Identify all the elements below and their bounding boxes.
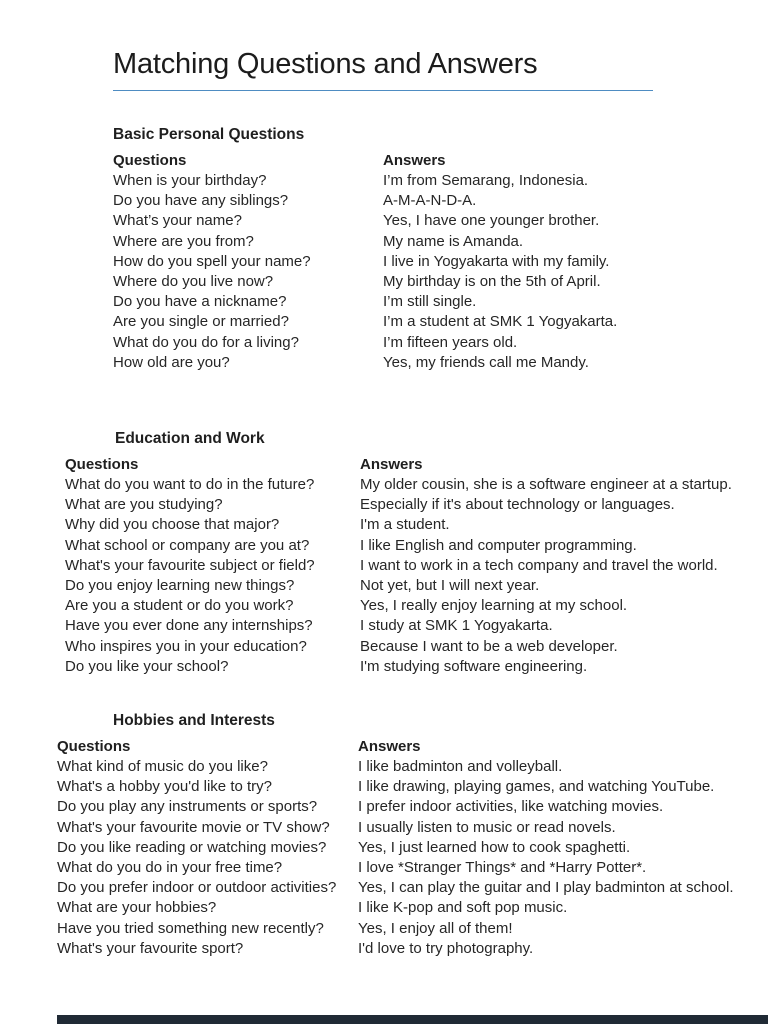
section-columns	[65, 455, 768, 677]
answer-item: Not yet, but I will next year.	[360, 577, 540, 595]
question-item: What's your favourite movie or TV show?	[57, 818, 330, 836]
answer-item: My older cousin, she is a software engineer at a startup.	[360, 476, 732, 494]
answer-item: I study at SMK 1 Yogyakarta.	[360, 617, 553, 635]
question-item: When is your birthday?	[113, 172, 267, 189]
answers-column	[358, 737, 768, 959]
question-item: What are you studying?	[65, 496, 223, 514]
answer-item: I’m from Semarang, Indonesia.	[383, 172, 589, 189]
section-columns	[113, 151, 768, 373]
question-item: What do you do for a living?	[113, 333, 299, 351]
question-item: What's a hobby you'd like to try?	[57, 778, 273, 796]
questions-column-header: Questions	[65, 456, 139, 474]
answer-item: I’m fifteen years old.	[383, 333, 518, 351]
answer-item: I prefer indoor activities, like watching movies.	[358, 798, 664, 816]
answers-column-header: Answers	[383, 152, 446, 169]
question-item: Where are you from?	[113, 232, 254, 250]
section-heading: Hobbies and Interests	[113, 712, 275, 730]
answer-item: I live in Yogyakarta with my family.	[383, 252, 610, 270]
page-title: Matching Questions and Answers	[113, 48, 538, 80]
questions-column-header: Questions	[113, 152, 187, 169]
qa-section-education-and-work	[0, 429, 768, 677]
question-item: What school or company are you at?	[65, 536, 310, 554]
answer-item: Yes, my friends call me Mandy.	[383, 353, 589, 371]
question-item: What’s your name?	[113, 212, 242, 230]
answer-item: Yes, I enjoy all of them!	[358, 919, 513, 937]
question-item: Why did you choose that major?	[65, 516, 280, 534]
answer-item: I want to work in a tech company and travel the world.	[360, 556, 718, 574]
answer-item: I'd love to try photography.	[358, 939, 534, 957]
answer-item: Yes, I just learned how to cook spaghetti.	[358, 838, 631, 856]
section-heading: Education and Work	[115, 430, 265, 448]
question-item: How old are you?	[113, 353, 230, 371]
answer-item: I like K-pop and soft pop music.	[358, 899, 568, 917]
answer-item: I like English and computer programming.	[360, 536, 637, 554]
answer-item: My birthday is on the 5th of April.	[383, 273, 601, 291]
answer-item: I’m still single.	[383, 293, 477, 311]
qa-section-basic-personal-questions	[0, 125, 768, 373]
question-item: Where do you live now?	[113, 273, 274, 291]
questions-column-header: Questions	[57, 738, 131, 756]
question-item: What kind of music do you like?	[57, 758, 268, 776]
answer-item: I love *Stranger Things* and *Harry Potter*.	[358, 859, 647, 877]
answer-item: I’m a student at SMK 1 Yogyakarta.	[383, 313, 618, 331]
question-item: Are you a student or do you work?	[65, 597, 294, 615]
question-item: Do you like your school?	[65, 657, 229, 675]
answer-item: Because I want to be a web developer.	[360, 637, 618, 655]
section-heading: Basic Personal Questions	[113, 126, 305, 143]
bottom-bar	[57, 1015, 768, 1024]
answer-item: I like badminton and volleyball.	[358, 758, 563, 776]
answer-item: I'm studying software engineering.	[360, 657, 588, 675]
answer-item: I usually listen to music or read novels.	[358, 818, 616, 836]
answers-column	[360, 455, 768, 677]
question-item: What are your hobbies?	[57, 899, 217, 917]
answers-column-header: Answers	[358, 738, 421, 756]
answer-item: I like drawing, playing games, and watching YouTube.	[358, 778, 715, 796]
question-item: Do you have a nickname?	[113, 293, 287, 311]
questions-column	[65, 455, 360, 677]
answer-item: Yes, I really enjoy learning at my school.	[360, 597, 628, 615]
title-block	[113, 0, 653, 91]
question-item: Do you play any instruments or sports?	[57, 798, 318, 816]
answer-item: A-M-A-N-D-A.	[383, 192, 477, 210]
questions-column	[113, 151, 383, 373]
answer-item: Especially if it's about technology or languages.	[360, 496, 675, 514]
question-item: Who inspires you in your education?	[65, 637, 307, 655]
question-item: What do you want to do in the future?	[65, 476, 315, 494]
questions-column	[57, 737, 358, 959]
question-item: Do you enjoy learning new things?	[65, 577, 295, 595]
answer-item: I'm a student.	[360, 516, 450, 534]
question-item: Do you like reading or watching movies?	[57, 838, 327, 856]
answer-item: Yes, I have one younger brother.	[383, 212, 600, 230]
sections-container	[0, 125, 768, 959]
question-item: How do you spell your name?	[113, 252, 311, 270]
question-item: Are you single or married?	[113, 313, 289, 331]
question-item: What's your favourite sport?	[57, 939, 244, 957]
question-item: Have you ever done any internships?	[65, 617, 313, 635]
question-item: Do you prefer indoor or outdoor activities?	[57, 879, 337, 897]
answers-column-header: Answers	[360, 456, 423, 474]
answers-column	[383, 151, 768, 373]
question-item: Do you have any siblings?	[113, 192, 289, 210]
answer-item: My name is Amanda.	[383, 232, 524, 250]
qa-section-hobbies-and-interests	[0, 711, 768, 959]
question-item: What's your favourite subject or field?	[65, 556, 315, 574]
answer-item: Yes, I can play the guitar and I play badminton at school.	[358, 879, 734, 897]
section-columns	[57, 737, 768, 959]
question-item: Have you tried something new recently?	[57, 919, 324, 937]
question-item: What do you do in your free time?	[57, 859, 283, 877]
